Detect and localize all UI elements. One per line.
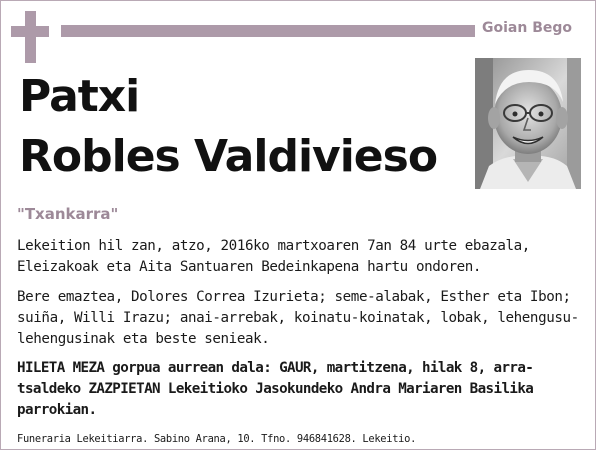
text-line: Eleizakoak eta Aita Santuaren Bedeinkapena hartu ondoren. [17, 259, 482, 275]
cross-icon [11, 11, 49, 63]
text-line: tsaldeko ZAZPIETAN Lekeitioko Jasokundeko Andra Mariaren Basilika [17, 381, 534, 397]
brand-label: Goian Bego [482, 20, 573, 36]
family-paragraph [17, 287, 585, 350]
text-line: Bere emaztea, Dolores Correa Izurieta; seme-alabak, Esther eta Ibon; [17, 289, 571, 305]
text-line: HILETA MEZA gorpua aurrean dala: GAUR, martitzena, hilak 8, arra- [17, 360, 534, 376]
portrait-photo [475, 58, 581, 189]
header-bar [61, 25, 475, 37]
text-line: suiña, Willi Irazu; anai-arrebak, koinatu-koinatak, lobak, lehengusu- [17, 310, 579, 326]
text-line: lehengusinak eta beste senieak. [17, 331, 270, 347]
funeral-paragraph [17, 358, 585, 421]
surname: Robles Valdivieso [19, 131, 438, 182]
funeral-home-footer: Funeraria Lekeitiarra. Sabino Arana, 10. Tfno. 946841628. Lekeitio. [17, 433, 417, 445]
first-name: Patxi [19, 71, 140, 122]
text-line: parrokian. [17, 402, 97, 418]
death-paragraph [17, 236, 585, 278]
nickname: "Txankarra" [17, 205, 119, 223]
text-line: Lekeition hil zan, atzo, 2016ko martxoaren 7an 84 urte ebazala, [17, 238, 530, 254]
